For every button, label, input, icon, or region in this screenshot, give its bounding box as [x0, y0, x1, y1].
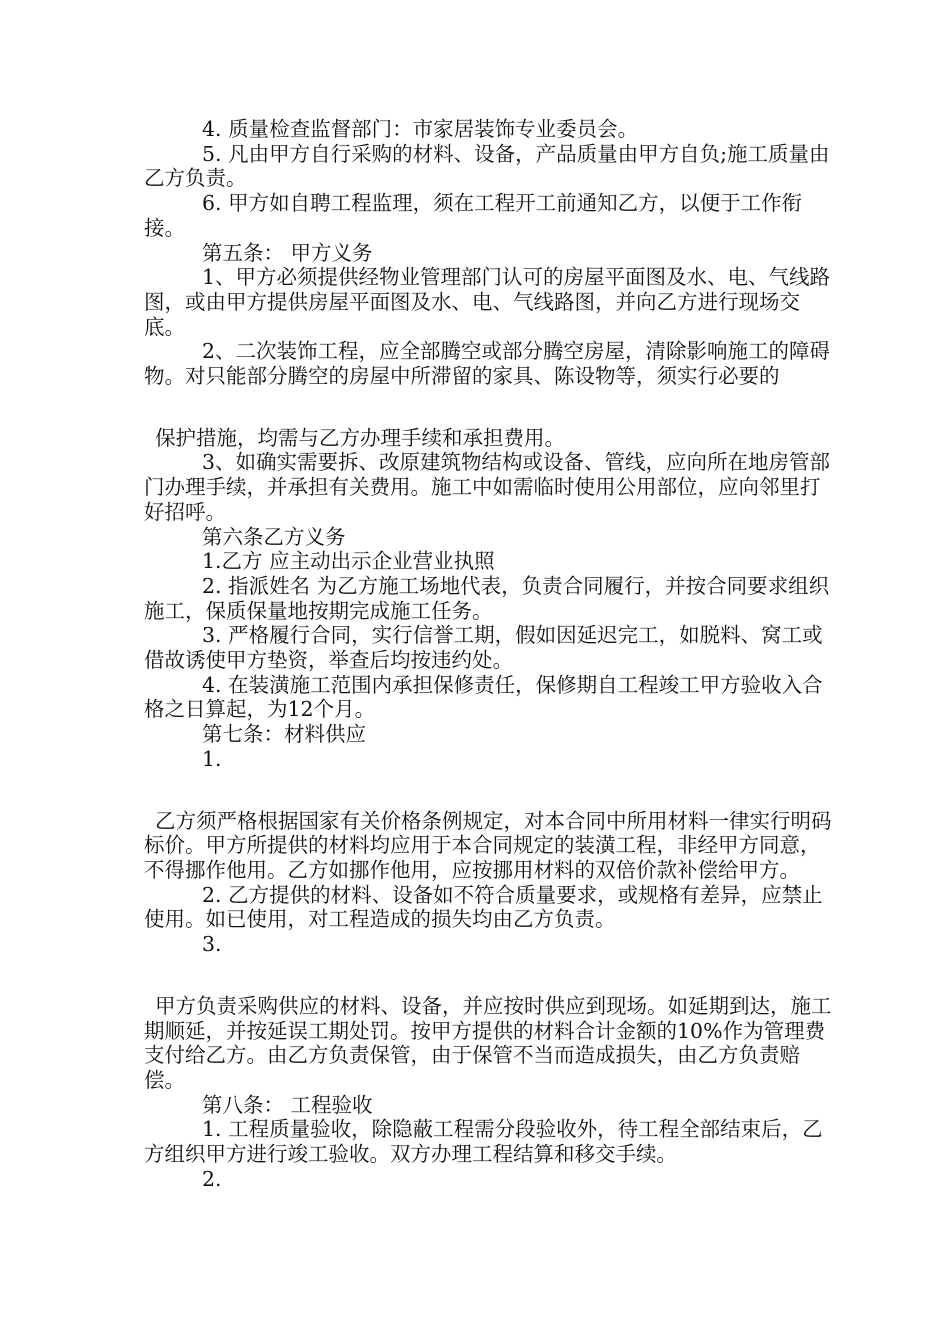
paragraph-gap: [144, 772, 834, 809]
clause-6-2: 2. 指派姓名 为乙方施工场地代表，负责合同履行，并按合同要求组织施工，保质保量地按期完成施工任务。: [144, 573, 830, 623]
clause-4-4: 4. 质量检查监督部门：市家居装饰专业委员会。: [202, 117, 639, 141]
article-6-heading: 第六条乙方义务: [202, 524, 346, 549]
clause-4-6: 6. 甲方如自聘工程监理，须在工程开工前通知乙方，以便于工作衔接。: [144, 191, 803, 240]
clause-5-1: 1、甲方必须提供经物业管理部门认可的房屋平面图及水、电、气线路图，或由甲方提供房屋平面图及水、电、气线路图，并向乙方进行现场交底。: [144, 265, 831, 339]
clause-4-5: 5. 凡由甲方自行采购的材料、设备，产品质量由甲方自负;施工质量由乙方负责。: [144, 141, 830, 191]
clause-7-1-number: 1.: [202, 746, 222, 771]
clause-8-2-number: 2.: [202, 1166, 222, 1191]
clause-6-1: 1.乙方 应主动出示企业营业执照: [202, 549, 495, 574]
article-5-heading: 第五条： 甲方义务: [202, 240, 373, 265]
clause-6-3: 3. 严格履行合同，实行信誉工期，假如因延迟完工，如脱料、窝工或借故诱使甲方垫资，举查后均按违约处。: [144, 623, 823, 673]
clause-7-3-number: 3.: [202, 932, 222, 957]
clause-7-3-text: 甲方负责采购供应的材料、设备，并应按时供应到现场。如延期到达，施工期顺延，并按延误工期处罚。按甲方提供的材料合计金额的10%作为管理费支付给乙方。由乙方负责保管，由于保管不当而造成损失，由乙方负责赔偿。: [144, 993, 832, 1092]
clause-5-3: 3、如确实需要拆、改原建筑物结构或设备、管线，应向所在地房管部门办理手续，并承担有关费用。施工中如需临时使用公用部位，应向邻里打好招呼。: [144, 450, 831, 524]
clause-7-1-text: 乙方须严格根据国家有关价格条例规定，对本合同中所用材料一律实行明码标价。甲方所提供的材料均应用于本合同规定的装潢工程，非经甲方同意，不得挪作他用。乙方如挪作他用，应按挪用材料的双倍价款补偿给甲方。: [144, 808, 832, 882]
clause-7-2: 2. 乙方提供的材料、设备如不符合质量要求，或规格有差异，应禁止使用。如已使用，对工程造成的损失均由乙方负责。: [144, 882, 823, 932]
clause-6-4: 4. 在装潢施工范围内承担保修责任，保修期自工程竣工甲方验收入合格之日算起，为12个月。: [144, 672, 823, 722]
article-7-heading: 第七条：材料供应: [202, 722, 366, 747]
clause-5-2-continued: 保护措施，均需与乙方办理手续和承担费用。: [155, 425, 565, 450]
clause-8-1: 1. 工程质量验收，除隐蔽工程需分段验收外，待工程全部结束后，乙方组织甲方进行竣工验收。双方办理工程结算和移交手续。: [144, 1117, 823, 1167]
paragraph-gap: [144, 389, 834, 426]
paragraph-gap: [144, 957, 834, 994]
article-8-heading: 第八条： 工程验收: [202, 1092, 373, 1117]
clause-5-2: 2、二次装饰工程，应全部腾空或部分腾空房屋，清除影响施工的障碍物。对只能部分腾空的房屋中所滞留的家具、陈设物等，须实行必要的: [144, 339, 831, 389]
contract-body: [144, 117, 834, 1191]
